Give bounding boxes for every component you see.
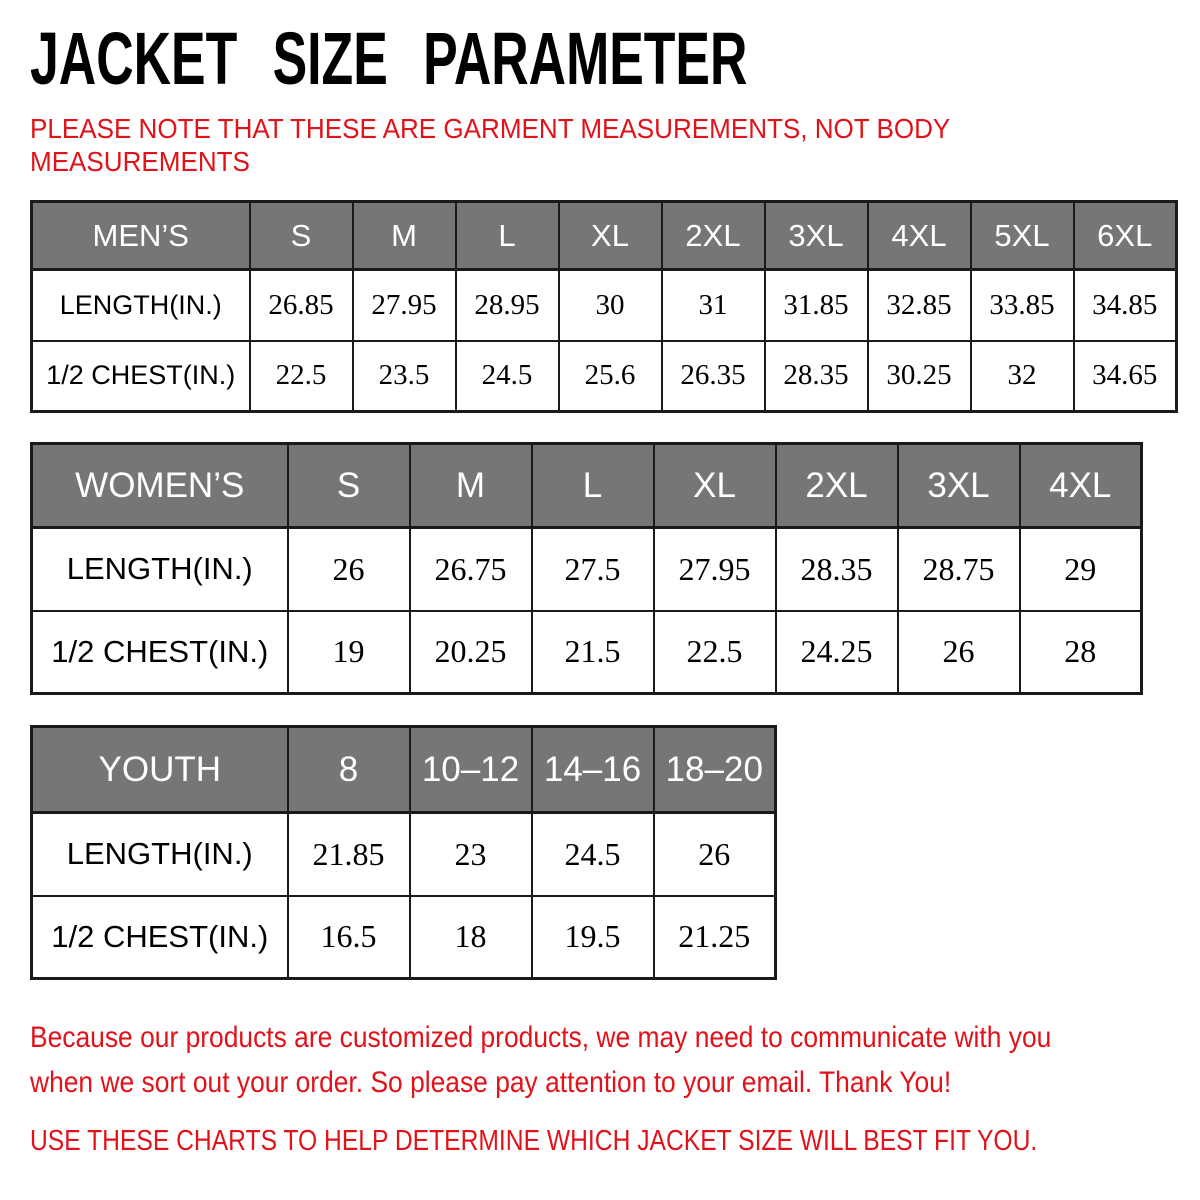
womens-size-table-section xyxy=(30,442,1200,695)
measurement-value: 30.25 xyxy=(868,341,971,412)
measurement-value: 28.95 xyxy=(456,270,559,341)
measurement-row-label: 1/2 CHEST(IN.) xyxy=(32,611,288,694)
size-col-header-mens: 4XL xyxy=(868,202,971,270)
measurement-value: 18 xyxy=(410,896,532,979)
measurement-row-label: LENGTH(IN.) xyxy=(32,813,288,896)
measurement-value: 20.25 xyxy=(410,611,532,694)
size-col-header-mens: 3XL xyxy=(765,202,868,270)
measurement-value: 22.5 xyxy=(654,611,776,694)
measurement-value: 31 xyxy=(662,270,765,341)
measurement-row xyxy=(32,896,776,979)
measurement-value: 26 xyxy=(654,813,776,896)
measurement-value: 19.5 xyxy=(532,896,654,979)
measurement-value: 16.5 xyxy=(288,896,410,979)
size-col-header-womens: 4XL xyxy=(1020,444,1142,528)
measurement-row-label: 1/2 CHEST(IN.) xyxy=(32,896,288,979)
size-col-header-mens: S xyxy=(250,202,353,270)
size-header-row xyxy=(32,444,1142,528)
measurement-value: 27.95 xyxy=(353,270,456,341)
measurement-value: 27.5 xyxy=(532,528,654,611)
customization-notice xyxy=(30,1015,1060,1105)
garment-note-line-2: MEASUREMENTS xyxy=(30,146,250,177)
size-col-header-youth: 14–16 xyxy=(532,727,654,813)
measurement-value: 31.85 xyxy=(765,270,868,341)
measurement-value: 26.35 xyxy=(662,341,765,412)
size-table-mens xyxy=(30,200,1178,413)
fit-guidance-text: USE THESE CHARTS TO HELP DETERMINE WHICH JACKET SIZE WILL BEST FIT YOU. xyxy=(30,1125,1038,1157)
size-col-header-youth: 18–20 xyxy=(654,727,776,813)
measurement-value: 28.75 xyxy=(898,528,1020,611)
measurement-value: 25.6 xyxy=(559,341,662,412)
measurement-row-label: LENGTH(IN.) xyxy=(32,270,250,341)
customization-notice-line-2: when we sort out your order. So please pay attention to your email. Thank You! xyxy=(30,1066,952,1099)
measurement-row-label: LENGTH(IN.) xyxy=(32,528,288,611)
measurement-value: 26.85 xyxy=(250,270,353,341)
youth-size-table-section xyxy=(30,725,1200,980)
measurement-value: 28.35 xyxy=(776,528,898,611)
measurement-value: 29 xyxy=(1020,528,1142,611)
measurement-row xyxy=(32,611,1142,694)
measurement-value: 23 xyxy=(410,813,532,896)
measurement-value: 28.35 xyxy=(765,341,868,412)
measurement-value: 24.5 xyxy=(456,341,559,412)
size-header-row xyxy=(32,727,776,813)
measurement-value: 30 xyxy=(559,270,662,341)
measurement-value: 32 xyxy=(971,341,1074,412)
measurement-row xyxy=(32,270,1177,341)
measurement-value: 22.5 xyxy=(250,341,353,412)
size-col-header-womens: L xyxy=(532,444,654,528)
measurement-row xyxy=(32,528,1142,611)
size-col-header-youth: 8 xyxy=(288,727,410,813)
measurement-row xyxy=(32,813,776,896)
measurement-value: 26.75 xyxy=(410,528,532,611)
measurement-value: 34.85 xyxy=(1074,270,1177,341)
size-col-header-womens: XL xyxy=(654,444,776,528)
measurement-value: 19 xyxy=(288,611,410,694)
size-col-header-womens: M xyxy=(410,444,532,528)
size-col-header-womens: 2XL xyxy=(776,444,898,528)
measurement-value: 21.25 xyxy=(654,896,776,979)
size-col-header-mens: XL xyxy=(559,202,662,270)
measurement-value: 23.5 xyxy=(353,341,456,412)
measurement-value: 33.85 xyxy=(971,270,1074,341)
measurement-value: 24.25 xyxy=(776,611,898,694)
measurement-value: 26 xyxy=(898,611,1020,694)
garment-note-line-1: PLEASE NOTE THAT THESE ARE GARMENT MEASUREMENTS, NOT BODY xyxy=(30,113,951,144)
size-table-youth xyxy=(30,725,777,980)
measurement-value: 21.5 xyxy=(532,611,654,694)
measurement-value: 34.65 xyxy=(1074,341,1177,412)
customization-notice-line-1: Because our products are customized products, we may need to communicate with you xyxy=(30,1021,1052,1054)
size-col-header-youth: 10–12 xyxy=(410,727,532,813)
size-col-header-mens: 2XL xyxy=(662,202,765,270)
table-title-womens: WOMEN’S xyxy=(32,444,288,528)
measurement-row xyxy=(32,341,1177,412)
table-title-youth: YOUTH xyxy=(32,727,288,813)
measurement-value: 24.5 xyxy=(532,813,654,896)
mens-size-table-section xyxy=(30,200,1200,413)
size-header-row xyxy=(32,202,1177,270)
measurement-value: 26 xyxy=(288,528,410,611)
measurement-value: 32.85 xyxy=(868,270,971,341)
size-col-header-womens: 3XL xyxy=(898,444,1020,528)
garment-measurement-note xyxy=(30,112,1118,178)
page-title: JACKET SIZE PARAMETER xyxy=(30,17,748,100)
measurement-value: 27.95 xyxy=(654,528,776,611)
size-col-header-womens: S xyxy=(288,444,410,528)
measurement-value: 21.85 xyxy=(288,813,410,896)
size-col-header-mens: L xyxy=(456,202,559,270)
table-title-mens: MEN’S xyxy=(32,202,250,270)
size-col-header-mens: 6XL xyxy=(1074,202,1177,270)
measurement-row-label: 1/2 CHEST(IN.) xyxy=(32,341,250,412)
measurement-value: 28 xyxy=(1020,611,1142,694)
size-table-womens xyxy=(30,442,1143,695)
size-col-header-mens: M xyxy=(353,202,456,270)
size-col-header-mens: 5XL xyxy=(971,202,1074,270)
